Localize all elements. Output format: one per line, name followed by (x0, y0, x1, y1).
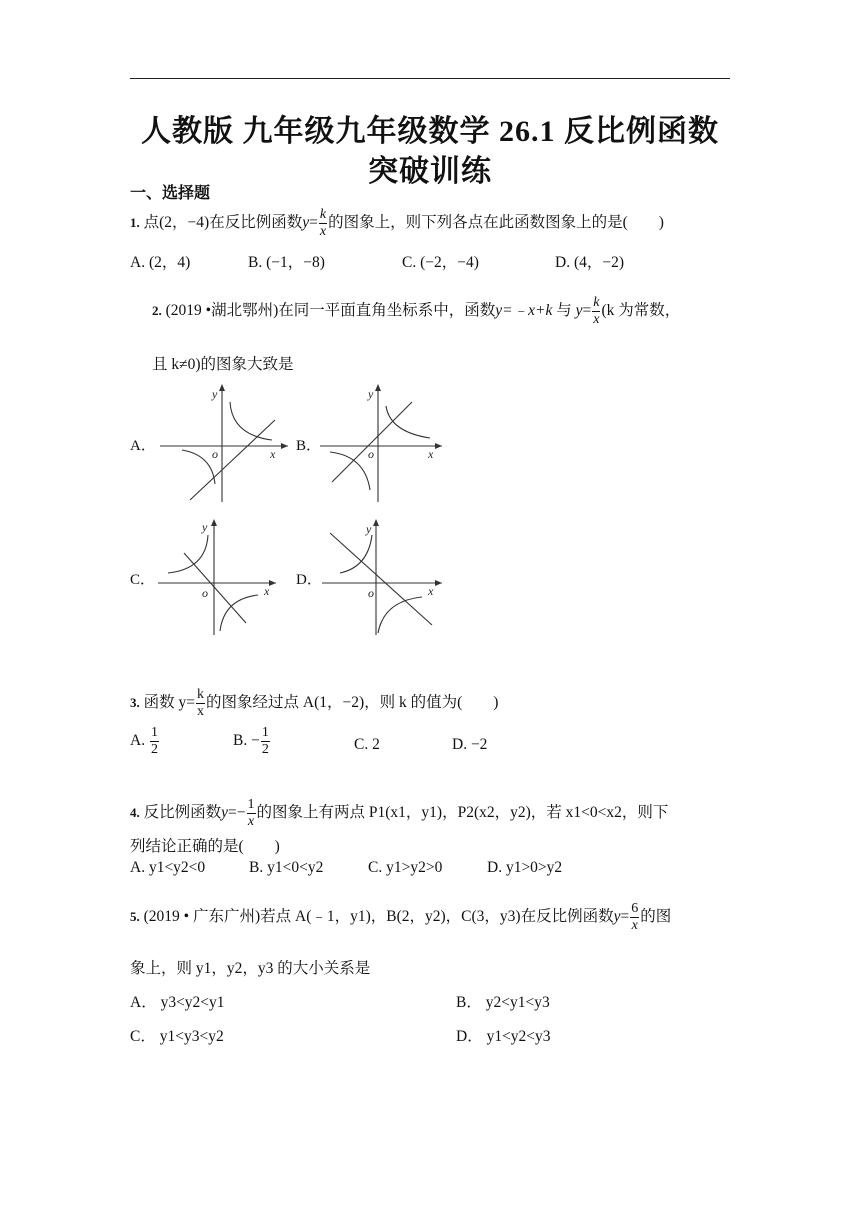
header-rule (130, 78, 730, 79)
question-text-end: (k 为常数， (601, 302, 681, 320)
q4-option-c[interactable]: C. y1>y2>0 (368, 859, 443, 876)
q1-option-d[interactable]: D. (4，−2) (555, 254, 625, 271)
q1-option-a[interactable]: A. (2，4) (130, 254, 191, 271)
q1-option-b[interactable]: B. (−1，−8) (248, 254, 325, 271)
x-axis-label: x (428, 584, 434, 598)
fraction-six-over-x (630, 902, 639, 933)
graph-d[interactable] (322, 515, 447, 640)
question-4 (130, 798, 668, 829)
x-axis-arrow-icon (435, 580, 442, 586)
denominator: x (593, 312, 600, 327)
q3-option-c[interactable]: C. 2 (354, 736, 380, 753)
origin-label: o (202, 586, 208, 600)
denominator: x (631, 918, 638, 933)
option-letter: B. − (233, 732, 260, 750)
question-text-end: 的图象上，则下列各点在此函数图象上的是( ) (328, 214, 664, 232)
denominator: x (319, 224, 327, 239)
hyperbola-branch-2 (182, 450, 215, 484)
line-graph (332, 402, 412, 482)
q2-option-d-label[interactable]: D． (296, 572, 322, 588)
fraction-one-over-x (247, 798, 256, 829)
question-3 (130, 688, 498, 719)
question-text: 函数 y= (143, 694, 195, 712)
q4-option-d[interactable]: D. y1>0>y2 (487, 859, 563, 876)
x-axis-arrow-icon (269, 580, 276, 586)
fraction-k-over-x (592, 296, 600, 327)
question-text: 反比例函数 (143, 804, 222, 822)
graph-c[interactable] (158, 515, 288, 640)
section-heading: 一、选择题 (130, 185, 211, 202)
question-text: (2019 •湖北鄂州)在同一平面直角坐标系中，函数 (165, 302, 496, 320)
graph-b[interactable] (320, 380, 450, 505)
fraction-k-over-x (196, 688, 205, 719)
conjunction: 与 (556, 302, 572, 320)
x-axis-label: x (428, 447, 434, 461)
question-4-line2: 列结论正确的是( ) (130, 838, 280, 855)
equals: =− (228, 804, 246, 822)
q3-option-b[interactable] (233, 726, 271, 757)
numerator: k (319, 207, 327, 222)
question-5-line2: 象上，则 y1，y2，y3 的大小关系是 (130, 960, 371, 977)
origin-label: o (368, 447, 374, 461)
x-axis-arrow-icon (281, 443, 288, 449)
question-number: 1. (130, 215, 140, 231)
q4-option-b[interactable]: B. y1<0<y2 (249, 859, 324, 876)
question-text-end: 的图 (640, 908, 672, 926)
equals: = (309, 214, 318, 232)
function-linear: y=﹣x+k (495, 302, 553, 320)
question-number: 2. (152, 303, 162, 319)
question-text: (2019 • 广东广州)若点 A(﹣1，y1)，B(2，y2)，C(3，y3)在反比例函数 (143, 908, 614, 926)
var-y: y (302, 214, 310, 232)
hyperbola-branch-1 (340, 535, 372, 573)
page-subtitle: 突破训练 (368, 155, 492, 188)
q5-option-a[interactable]: A． y3<y2<y1 (130, 994, 225, 1011)
question-1 (130, 208, 664, 239)
equals: = (582, 302, 592, 320)
line-graph (184, 553, 246, 623)
var-y: y (613, 908, 621, 926)
hyperbola-branch-2 (330, 452, 370, 490)
x-axis-label: x (264, 584, 270, 598)
question-number: 5. (130, 909, 140, 925)
y-axis-arrow-icon (211, 519, 217, 526)
question-5 (130, 902, 671, 933)
numerator: k (593, 295, 600, 310)
y-axis-label: y (368, 387, 374, 401)
hyperbola-branch-1 (230, 402, 272, 440)
denominator: 2 (261, 742, 269, 757)
var-y: y (575, 302, 583, 320)
q5-option-c[interactable]: C． y1<y3<y2 (130, 1028, 224, 1045)
line-graph (190, 420, 275, 500)
q1-option-c[interactable]: C. (−2，−4) (402, 254, 479, 271)
page-title: 人教版 九年级九年级数学 26.1 反比例函数 (141, 115, 719, 148)
question-2-line2: 且 k≠0)的图象大致是 (152, 356, 294, 373)
var-y: y (221, 804, 229, 822)
q5-option-b[interactable]: B． y2<y1<y3 (456, 994, 550, 1011)
fraction-one-half (261, 726, 270, 757)
line-graph (330, 533, 432, 625)
numerator: 6 (631, 901, 639, 916)
question-number: 4. (130, 805, 140, 821)
q2-option-a-label[interactable]: A． (130, 438, 156, 454)
q4-option-a[interactable]: A. y1<y2<0 (130, 859, 206, 876)
y-axis-label: y (366, 522, 372, 536)
origin-label: o (212, 447, 218, 461)
numerator: 1 (150, 725, 158, 740)
q3-option-a[interactable] (130, 726, 160, 757)
question-text-end: 的图象上有两点 P1(x1，y1)，P2(x2，y2)，若 x1<0<x2，则下 (256, 804, 669, 822)
q5-option-d[interactable]: D． y1<y2<y3 (456, 1028, 551, 1045)
question-2 (152, 296, 680, 327)
y-axis-arrow-icon (375, 384, 381, 391)
y-axis-label: y (212, 387, 218, 401)
numerator: 1 (247, 797, 255, 812)
denominator: x (197, 704, 204, 719)
x-axis-arrow-icon (435, 443, 442, 449)
denominator: x (247, 814, 255, 829)
origin-label: o (368, 586, 374, 600)
y-axis-arrow-icon (373, 519, 379, 526)
equals: = (620, 908, 630, 926)
fraction-k-over-x (319, 208, 327, 239)
y-axis-arrow-icon (219, 384, 225, 391)
q3-option-d[interactable]: D. −2 (452, 736, 488, 753)
fraction-one-half (150, 726, 159, 757)
question-number: 3. (130, 695, 140, 711)
question-text-end: 的图象经过点 A(1，−2)，则 k 的值为( ) (206, 694, 499, 712)
q2-option-b-label[interactable]: B． (296, 438, 322, 454)
option-letter: A. (130, 732, 146, 750)
graph-a[interactable] (160, 380, 290, 505)
y-axis-label: y (202, 520, 208, 534)
hyperbola-branch-1 (168, 535, 208, 573)
hyperbola-branch-2 (378, 597, 422, 633)
numerator: 1 (261, 725, 269, 740)
q2-option-c-label[interactable]: C． (130, 572, 156, 588)
denominator: 2 (150, 742, 158, 757)
x-axis-label: x (270, 447, 276, 461)
question-text: 点(2，−4)在反比例函数 (143, 214, 303, 232)
numerator: k (197, 687, 204, 702)
